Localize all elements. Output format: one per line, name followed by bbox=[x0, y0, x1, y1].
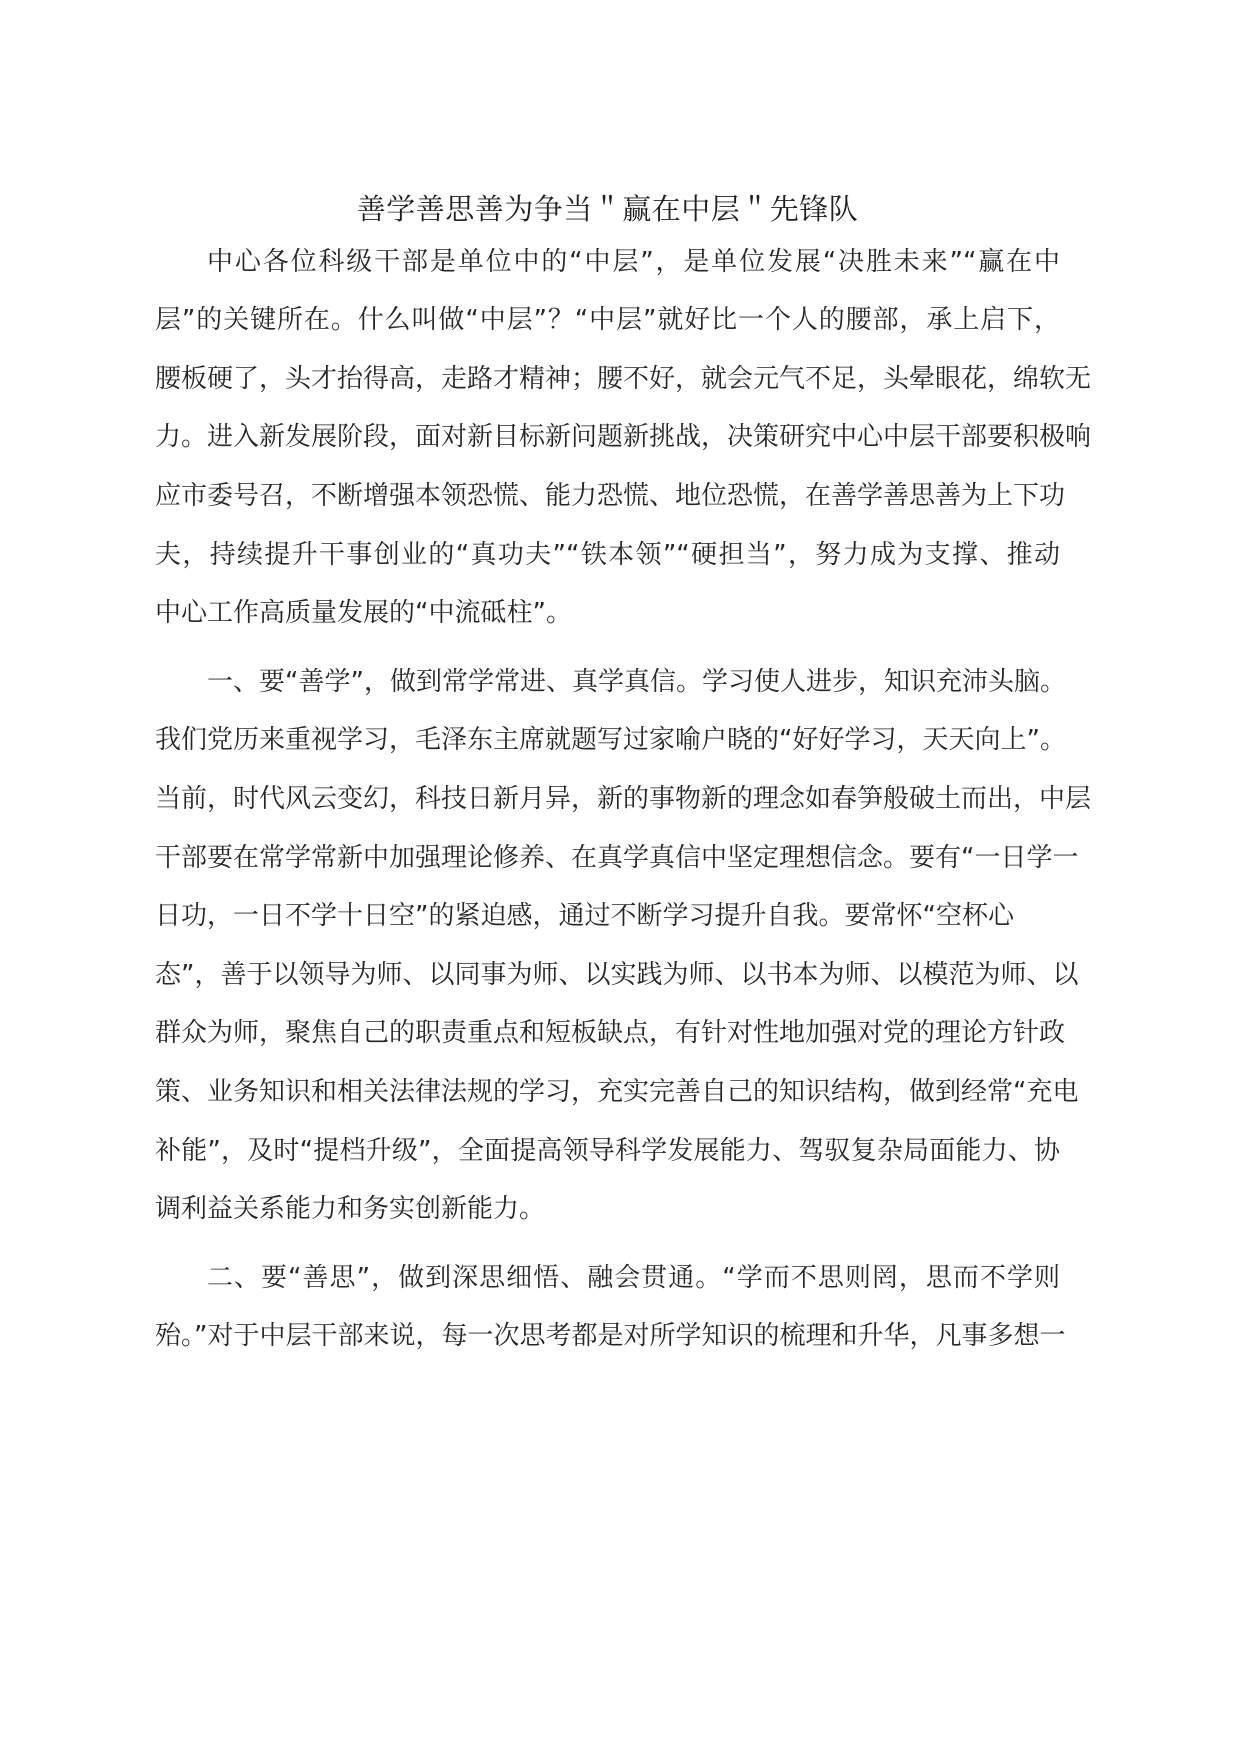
paragraph-line: 中心各位科级干部是单位中的“中层”，是单位发展“决胜未来”“赢在中 bbox=[207, 247, 1060, 277]
paragraph-line: 日功，一日不学十日空”的紧迫感，通过不断学习提升自我。要常怀“空杯心 bbox=[155, 901, 1014, 931]
paragraph-line: 当前，时代风云变幻，科技日新月异，新的事物新的理念如春笋般破土而出，中层 bbox=[155, 784, 1092, 814]
paragraph-line: 群众为师，聚焦自己的职责重点和短板缺点，有针对性地加强对党的理论方针政 bbox=[155, 1018, 1066, 1048]
paragraph-line: 层”的关键所在。什么叫做“中层”？“中层”就好比一个人的腰部，承上启下， bbox=[155, 305, 1060, 335]
paragraph-line: 中心工作高质量发展的“中流砥柱”。 bbox=[155, 598, 572, 628]
paragraph-line: 我们党历来重视学习，毛泽东主席就题写过家喻户晓的“好好学习，天天向上”。 bbox=[155, 725, 1066, 755]
paragraph-line: 调利益关系能力和务实创新能力。 bbox=[155, 1194, 546, 1224]
paragraph-line: 干部要在常学常新中加强理论修养、在真学真信中坚定理想信念。要有“一日学一 bbox=[155, 843, 1079, 873]
paragraph-line: 力。进入新发展阶段，面对新目标新问题新挑战，决策研究中心中层干部要积极响 bbox=[155, 422, 1092, 452]
paragraph-line: 殆。”对于中层干部来说，每一次思考都是对所学知识的梳理和升华，凡事多想一 bbox=[155, 1321, 1066, 1351]
paragraph-line: 腰板硬了，头才抬得高，走路才精神；腰不好，就会元气不足，头晕眼花，绵软无 bbox=[155, 364, 1092, 394]
paragraph-line: 夫，持续提升干事创业的“真功夫”“铁本领”“硬担当”，努力成为支撑、推动 bbox=[155, 540, 1060, 570]
paragraph-line: 态”，善于以领导为师、以同事为师、以实践为师、以书本为师、以模范为师、以 bbox=[155, 960, 1079, 990]
paragraph-line: 补能”，及时“提档升级”，全面提高领导科学发展能力、驾驭复杂局面能力、协 bbox=[155, 1136, 1060, 1166]
paragraph-line: 应市委号召，不断增强本领恐慌、能力恐慌、地位恐慌，在善学善思善为上下功 bbox=[155, 481, 1066, 511]
document-title: 善学善思善为争当＂赢在中层＂先锋队 bbox=[356, 192, 859, 226]
paragraph-line: 一、要“善学”，做到常学常进、真学真信。学习使人进步，知识充沛头脑。 bbox=[207, 667, 1066, 697]
paragraph-line: 二、要“善思”，做到深思细悟、融会贯通。“学而不思则罔，思而不学则 bbox=[207, 1263, 1060, 1293]
paragraph-line: 策、业务知识和相关法律法规的学习，充实完善自己的知识结构，做到经常“充电 bbox=[155, 1077, 1079, 1107]
